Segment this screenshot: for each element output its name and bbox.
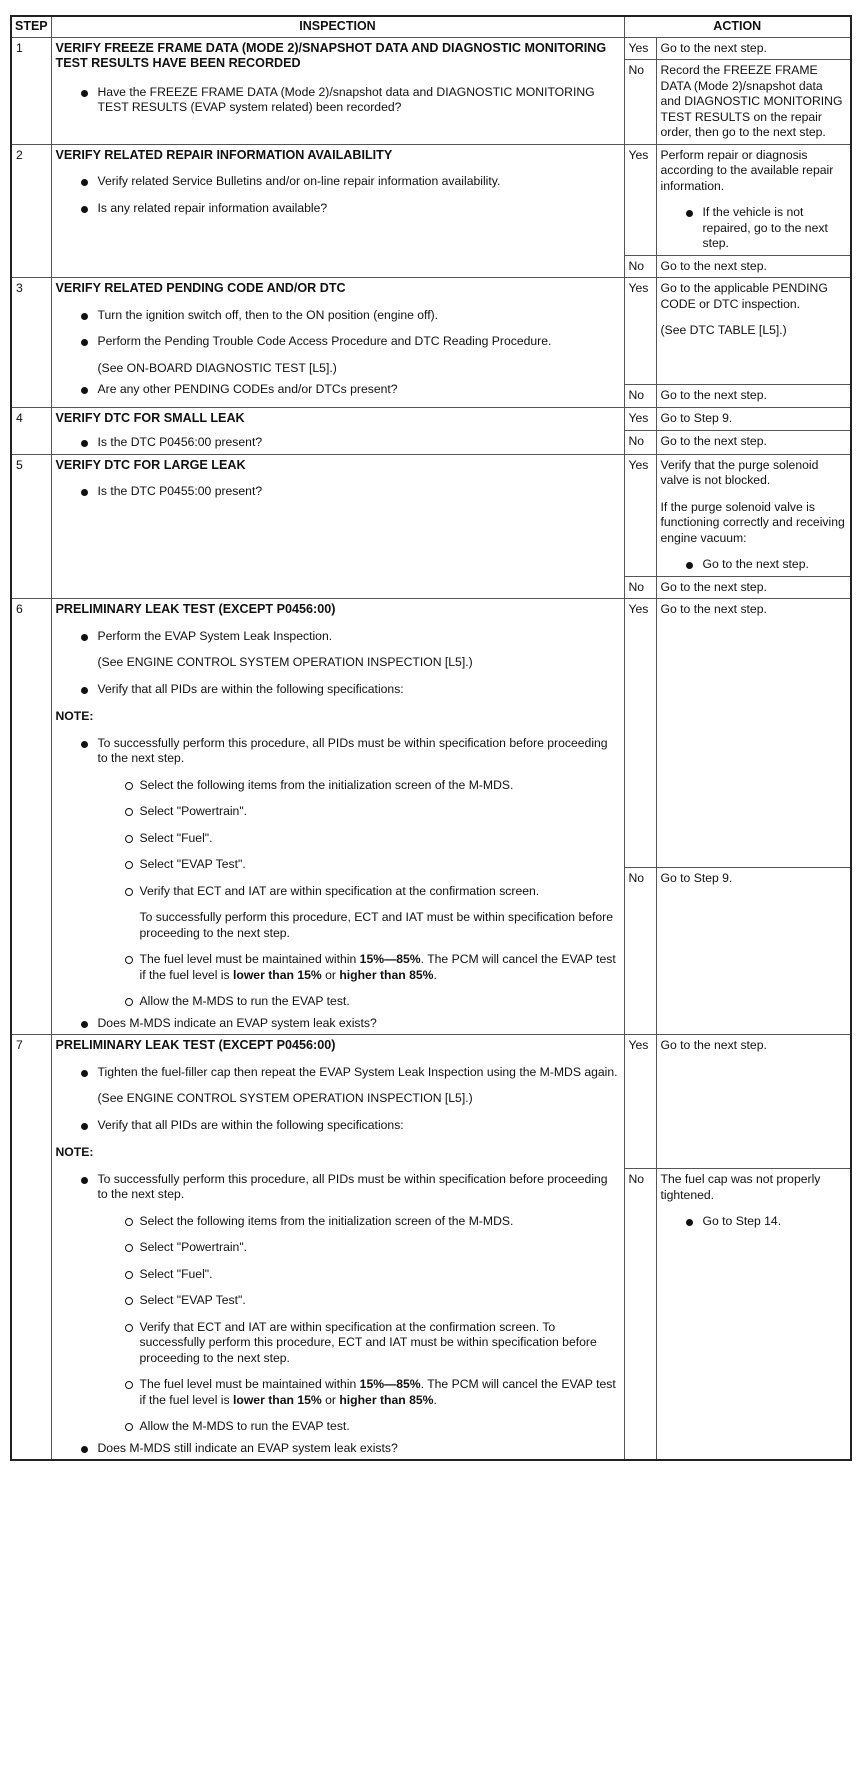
no-label: No [624, 1169, 656, 1461]
sub-bullet-fuel-level: The fuel level must be maintained within 15%—85%. The PCM will cancel the EVAP test if the fuel level is lower than 15% or higher than 85%. [56, 1377, 620, 1408]
no-label: No [624, 868, 656, 1035]
no-action: Go to the next step. [656, 576, 851, 599]
inspection-bullet: Verify that all PIDs are within the following specifications: [56, 1118, 620, 1134]
step-title: VERIFY DTC FOR LARGE LEAK [55, 457, 246, 472]
action-column-header: ACTION [624, 16, 851, 37]
step-title: VERIFY RELATED PENDING CODE AND/OR DTC [55, 281, 346, 295]
no-action: Record the FREEZE FRAME DATA (Mode 2)/snapshot data and DIAGNOSTIC MONITORING TEST RESULTS on the repair order, then go to the next step. [656, 60, 851, 145]
sub-bullet: Select "Powertrain". [56, 1240, 620, 1256]
inspection-bullet: Is the DTC P0455:00 present? [56, 484, 620, 500]
yes-label: Yes [624, 454, 656, 576]
sub-bullet-fuel-level: The fuel level must be maintained within 15%—85%. The PCM will cancel the EVAP test if the fuel level is lower than 15% or higher than 85%. [56, 952, 620, 983]
yes-label: Yes [624, 144, 656, 255]
inspection-bullet: Is the DTC P0456:00 present? [56, 435, 620, 451]
step-number: 3 [11, 278, 51, 408]
no-action: The fuel cap was not properly tightened. [660, 1172, 821, 1202]
action-bullet: Go to the next step. [661, 557, 847, 573]
yes-reference: (See DTC TABLE [L5].) [660, 323, 787, 337]
step-title: VERIFY FREEZE FRAME DATA (MODE 2)/SNAPSHOT DATA AND DIAGNOSTIC MONITORING TEST RESULTS HAVE BEEN RECORDED [55, 40, 607, 70]
sub-bullet: Select the following items from the initialization screen of the M-MDS. [56, 778, 620, 794]
note-label: NOTE: [55, 1145, 94, 1159]
yes-label: Yes [624, 1035, 656, 1169]
inspection-bullet: Verify that all PIDs are within the following specifications: [56, 682, 620, 698]
no-label: No [624, 576, 656, 599]
sub-bullet: Verify that ECT and IAT are within specification at the confirmation screen. [56, 884, 620, 900]
table-row [11, 407, 851, 431]
sub-bullet: Select "EVAP Test". [56, 1293, 620, 1309]
yes-action-cell [656, 454, 851, 576]
no-label: No [624, 385, 656, 408]
yes-action: Go to the next step. [656, 599, 851, 868]
sub-bullet: Allow the M-MDS to run the EVAP test. [56, 994, 620, 1010]
sub-bullet: Select "Fuel". [56, 831, 620, 847]
note-bullet: To successfully perform this procedure, all PIDs must be within specification before proceeding to the next step. [56, 1172, 620, 1203]
inspection-bullet: Perform the EVAP System Leak Inspection. [56, 629, 620, 645]
step-title: VERIFY DTC FOR SMALL LEAK [55, 410, 245, 425]
no-action: Go to the next step. [656, 431, 851, 455]
step-number: 5 [11, 454, 51, 599]
table-row [11, 144, 851, 255]
inspection-cell [51, 599, 624, 1035]
sub-bullet: Select "Fuel". [56, 1267, 620, 1283]
no-action: Go to the next step. [656, 385, 851, 408]
action-bullet: Go to Step 14. [661, 1214, 847, 1230]
inspection-cell [51, 1035, 624, 1461]
table-row [11, 1035, 851, 1169]
step-title: PRELIMINARY LEAK TEST (EXCEPT P0456:00) [55, 602, 336, 616]
no-label: No [624, 431, 656, 455]
yes-action: Go to Step 9. [656, 407, 851, 431]
yes-action-condition: If the purge solenoid valve is functioning correctly and receiving engine vacuum: [660, 499, 845, 545]
step-title: VERIFY RELATED REPAIR INFORMATION AVAILABILITY [55, 147, 393, 162]
yes-action: Go to the next step. [656, 37, 851, 60]
inspection-cell [51, 407, 624, 454]
inspection-bullet: Tighten the fuel-filler cap then repeat the EVAP System Leak Inspection using the M-MDS again. [56, 1065, 620, 1081]
inspection-bullet: Perform the Pending Trouble Code Access Procedure and DTC Reading Procedure. [56, 334, 620, 350]
yes-action: Go to the applicable PENDING CODE or DTC inspection. [660, 281, 828, 311]
inspection-cell [51, 37, 624, 144]
no-label: No [624, 255, 656, 278]
no-action: Go to Step 9. [656, 868, 851, 1035]
inspection-bullet: Turn the ignition switch off, then to the ON position (engine off). [56, 308, 620, 324]
table-row [11, 599, 851, 868]
step-column-header: STEP [11, 16, 51, 37]
note-bullet: To successfully perform this procedure, all PIDs must be within specification before proceeding to the next step. [56, 736, 620, 767]
yes-label: Yes [624, 37, 656, 60]
step-title: PRELIMINARY LEAK TEST (EXCEPT P0456:00) [55, 1038, 336, 1052]
table-header-row [11, 16, 851, 37]
yes-action: Verify that the purge solenoid valve is not blocked. [660, 457, 819, 487]
reference-text: (See ENGINE CONTROL SYSTEM OPERATION INSPECTION [L5].) [97, 1091, 473, 1105]
diagnostic-table [10, 15, 852, 1461]
step-number: 7 [11, 1035, 51, 1461]
yes-action-cell [656, 144, 851, 255]
yes-action-cell [656, 278, 851, 385]
inspection-bullet: Have the FREEZE FRAME DATA (Mode 2)/snapshot data and DIAGNOSTIC MONITORING TEST RESULTS (EVAP system related) been recorded? [56, 85, 620, 116]
table-row [11, 454, 851, 576]
step-number: 6 [11, 599, 51, 1035]
step-number: 4 [11, 407, 51, 454]
sub-note-text: To successfully perform this procedure, ECT and IAT must be within specification before proceeding to the next step. [139, 910, 613, 940]
inspection-column-header: INSPECTION [51, 16, 624, 37]
step-number: 1 [11, 37, 51, 144]
inspection-bullet: Does M-MDS indicate an EVAP system leak exists? [56, 1016, 620, 1032]
no-action: Go to the next step. [656, 255, 851, 278]
sub-bullet: Verify that ECT and IAT are within specification at the confirmation screen. To successfully perform this procedure, ECT and IAT must be within specification before proceeding to the next step. [56, 1320, 620, 1367]
yes-action: Perform repair or diagnosis according to the available repair information. [660, 147, 834, 193]
sub-bullet: Select the following items from the initialization screen of the M-MDS. [56, 1214, 620, 1230]
yes-action: Go to the next step. [656, 1035, 851, 1169]
no-label: No [624, 60, 656, 145]
yes-label: Yes [624, 407, 656, 431]
yes-label: Yes [624, 278, 656, 385]
sub-bullet: Allow the M-MDS to run the EVAP test. [56, 1419, 620, 1435]
inspection-bullet: Is any related repair information available? [56, 201, 620, 217]
inspection-cell [51, 144, 624, 278]
inspection-bullet: Does M-MDS still indicate an EVAP system leak exists? [56, 1441, 620, 1457]
step-number: 2 [11, 144, 51, 278]
inspection-bullet: Are any other PENDING CODEs and/or DTCs present? [56, 382, 620, 398]
inspection-cell [51, 454, 624, 599]
sub-bullet: Select "Powertrain". [56, 804, 620, 820]
sub-bullet: Select "EVAP Test". [56, 857, 620, 873]
no-action-cell [656, 1169, 851, 1461]
action-bullet: If the vehicle is not repaired, go to the next step. [661, 205, 847, 252]
table-row [11, 37, 851, 60]
yes-label: Yes [624, 599, 656, 868]
inspection-cell [51, 278, 624, 408]
reference-text: (See ENGINE CONTROL SYSTEM OPERATION INSPECTION [L5].) [97, 655, 473, 669]
inspection-bullet: Verify related Service Bulletins and/or on-line repair information availability. [56, 174, 620, 190]
reference-text: (See ON-BOARD DIAGNOSTIC TEST [L5].) [97, 360, 337, 375]
table-row [11, 278, 851, 385]
note-label: NOTE: [55, 709, 94, 723]
